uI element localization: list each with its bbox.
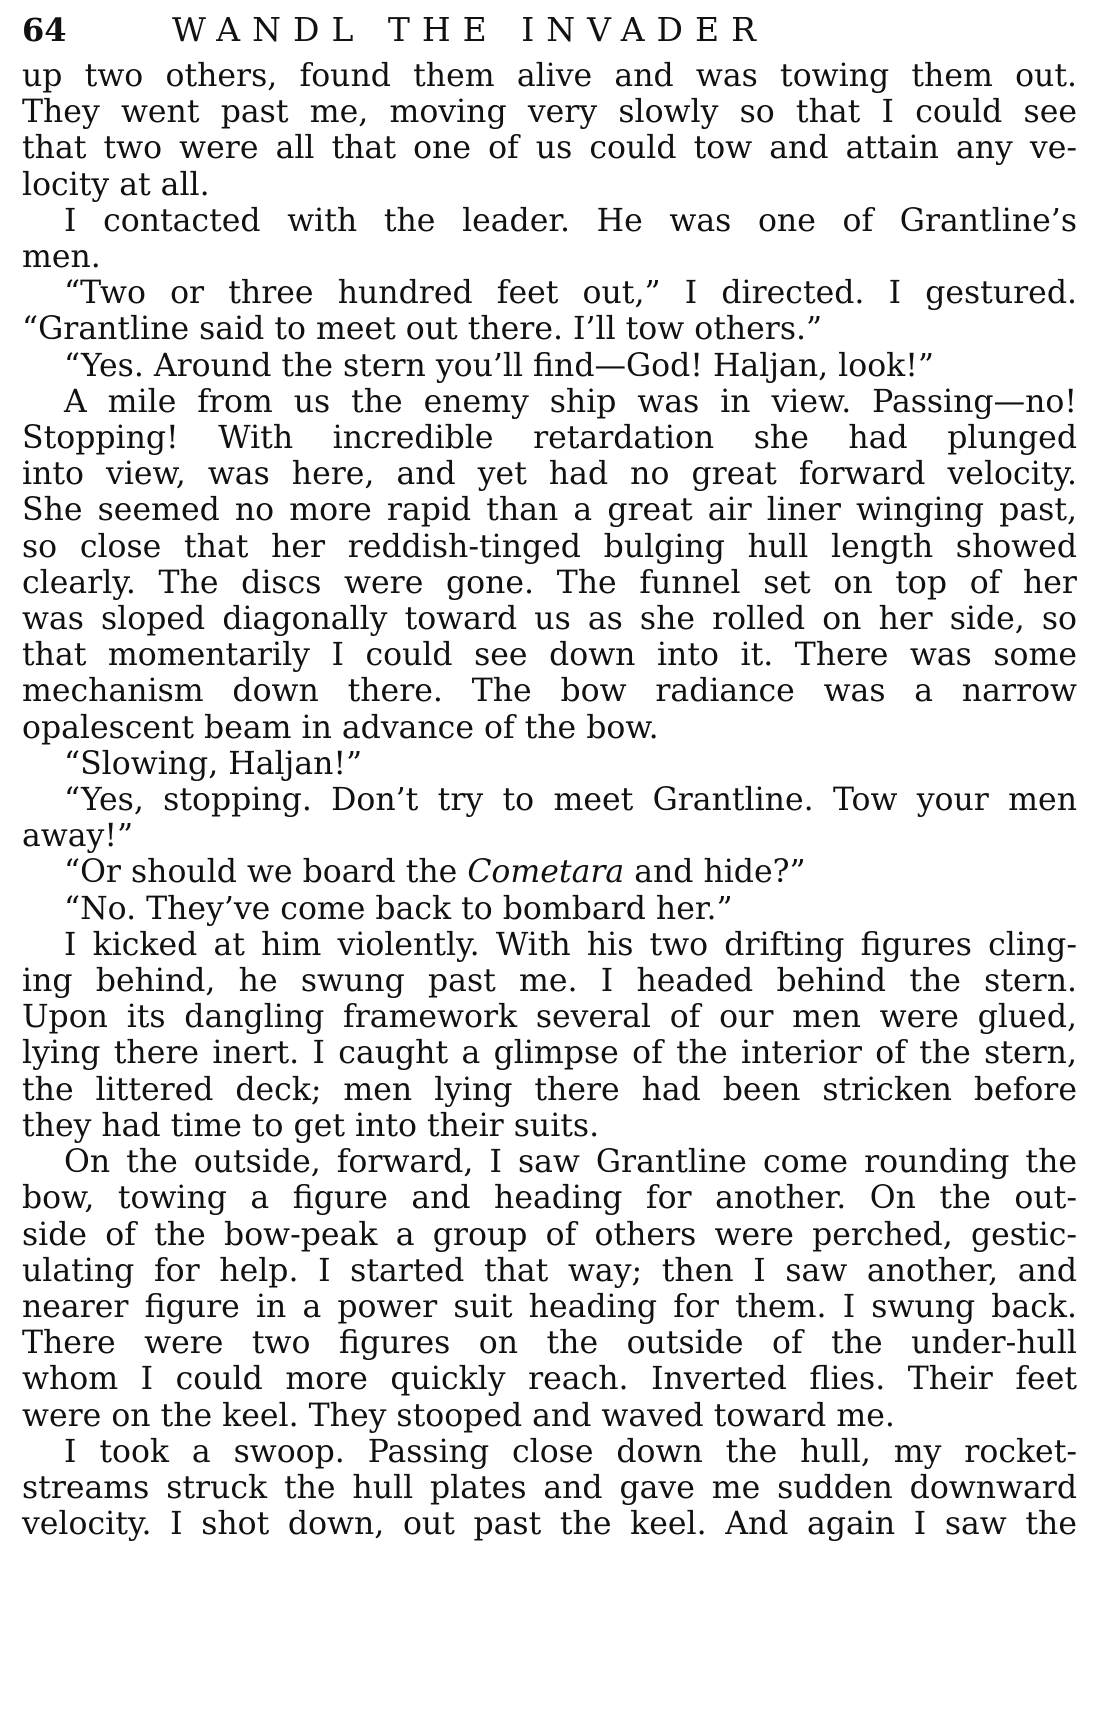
text-line: ulating for help. I started that way; then I saw another, and: [22, 1252, 1077, 1289]
text-line: clearly. The discs were gone. The funnel set on top of her: [22, 564, 1077, 601]
text-line: She seemed no more rapid than a great air liner winging past,: [22, 492, 1077, 529]
text-line: They went past me, moving very slowly so that I could see: [22, 94, 1077, 131]
page-number: 64: [22, 11, 67, 49]
text-line: up two others, found them alive and was towing them out.: [22, 58, 1077, 94]
text-line: nearer figure in a power suit heading for them. I swung back.: [22, 1288, 1077, 1325]
paragraph: [22, 927, 1077, 1144]
text-segment: “Or should we board the: [64, 854, 468, 891]
text-line: locity at all.: [22, 166, 210, 203]
text-line: streams struck the hull plates and gave me sudden downward: [22, 1469, 1077, 1506]
text-line: Stopping! With incredible retardation she had plunged: [22, 420, 1077, 457]
text-line: On the outside, forward, I saw Grantline come rounding the: [64, 1144, 1077, 1181]
page-header: [22, 10, 1077, 58]
book-page: [22, 10, 1077, 1542]
text-line: “Yes. Around the stern you’ll find—God! Haljan, look!”: [64, 347, 935, 384]
paragraph: [22, 203, 1077, 275]
text-line: the littered deck; men lying there had been stricken before: [22, 1071, 1077, 1108]
text-line: velocity. I shot down, out past the keel. And again I saw the: [22, 1506, 1077, 1543]
ship-name: Cometara: [467, 854, 625, 891]
text-line: was sloped diagonally toward us as she rolled on her side, so: [22, 601, 1077, 638]
text-line: I took a swoop. Passing close down the hull, my rocket-: [64, 1433, 1077, 1470]
text-line: “Grantline said to meet out there. I’ll tow others.”: [22, 311, 823, 348]
text-line: There were two figures on the outside of the under-hull: [22, 1325, 1077, 1362]
text-line: ing behind, he swung past me. I headed behind the stern.: [22, 963, 1077, 1000]
text-line: into view, was here, and yet had no great forward velocity.: [22, 456, 1077, 493]
text-line: [22, 854, 1077, 890]
text-line: so close that her reddish-tinged bulging hull length showed: [22, 528, 1077, 565]
text-line: whom I could more quickly reach. Inverted flies. Their feet: [22, 1361, 1077, 1398]
text-line: they had time to get into their suits.: [22, 1107, 600, 1144]
paragraph: [22, 275, 1077, 347]
text-line: Upon its dangling framework several of our men were glued,: [22, 999, 1077, 1036]
paragraph: [22, 782, 1077, 854]
body-text: [22, 58, 1077, 1542]
text-line: side of the bow-peak a group of others were perched, gestic-: [22, 1216, 1077, 1253]
paragraph: [22, 384, 1077, 746]
text-line: “No. They’ve come back to bombard her.”: [64, 890, 733, 927]
text-segment: and hide?”: [624, 854, 806, 891]
paragraph: [22, 1144, 1077, 1434]
paragraph: [22, 746, 1077, 782]
text-line: men.: [22, 239, 101, 276]
text-line: away!”: [22, 818, 134, 855]
paragraph: [22, 58, 1077, 203]
text-line: lying there inert. I caught a glimpse of the interior of the stern,: [22, 1035, 1077, 1072]
paragraph: [22, 348, 1077, 384]
text-line: I contacted with the leader. He was one of Grantline’s: [64, 202, 1077, 239]
text-line: bow, towing a figure and heading for another. On the out-: [22, 1180, 1077, 1217]
text-line: mechanism down there. The bow radiance was a narrow: [22, 673, 1077, 710]
text-line: were on the keel. They stooped and waved toward me.: [22, 1397, 895, 1434]
paragraph: [22, 1434, 1077, 1543]
text-line: “Yes, stopping. Don’t try to meet Grantline. Tow your men: [64, 782, 1077, 819]
text-line: that momentarily I could see down into it. There was some: [22, 637, 1077, 674]
text-line: “Slowing, Haljan!”: [64, 745, 363, 782]
text-line: A mile from us the enemy ship was in view. Passing—no!: [64, 383, 1077, 420]
paragraph: [22, 891, 1077, 927]
text-line: “Two or three hundred feet out,” I directed. I gestured.: [64, 275, 1077, 312]
text-line: I kicked at him violently. With his two drifting figures cling-: [64, 926, 1077, 963]
text-line: that two were all that one of us could tow and attain any ve-: [22, 130, 1077, 167]
paragraph: [22, 854, 1077, 890]
running-title: WANDL THE INVADER: [172, 10, 768, 49]
text-line: opalescent beam in advance of the bow.: [22, 709, 659, 746]
